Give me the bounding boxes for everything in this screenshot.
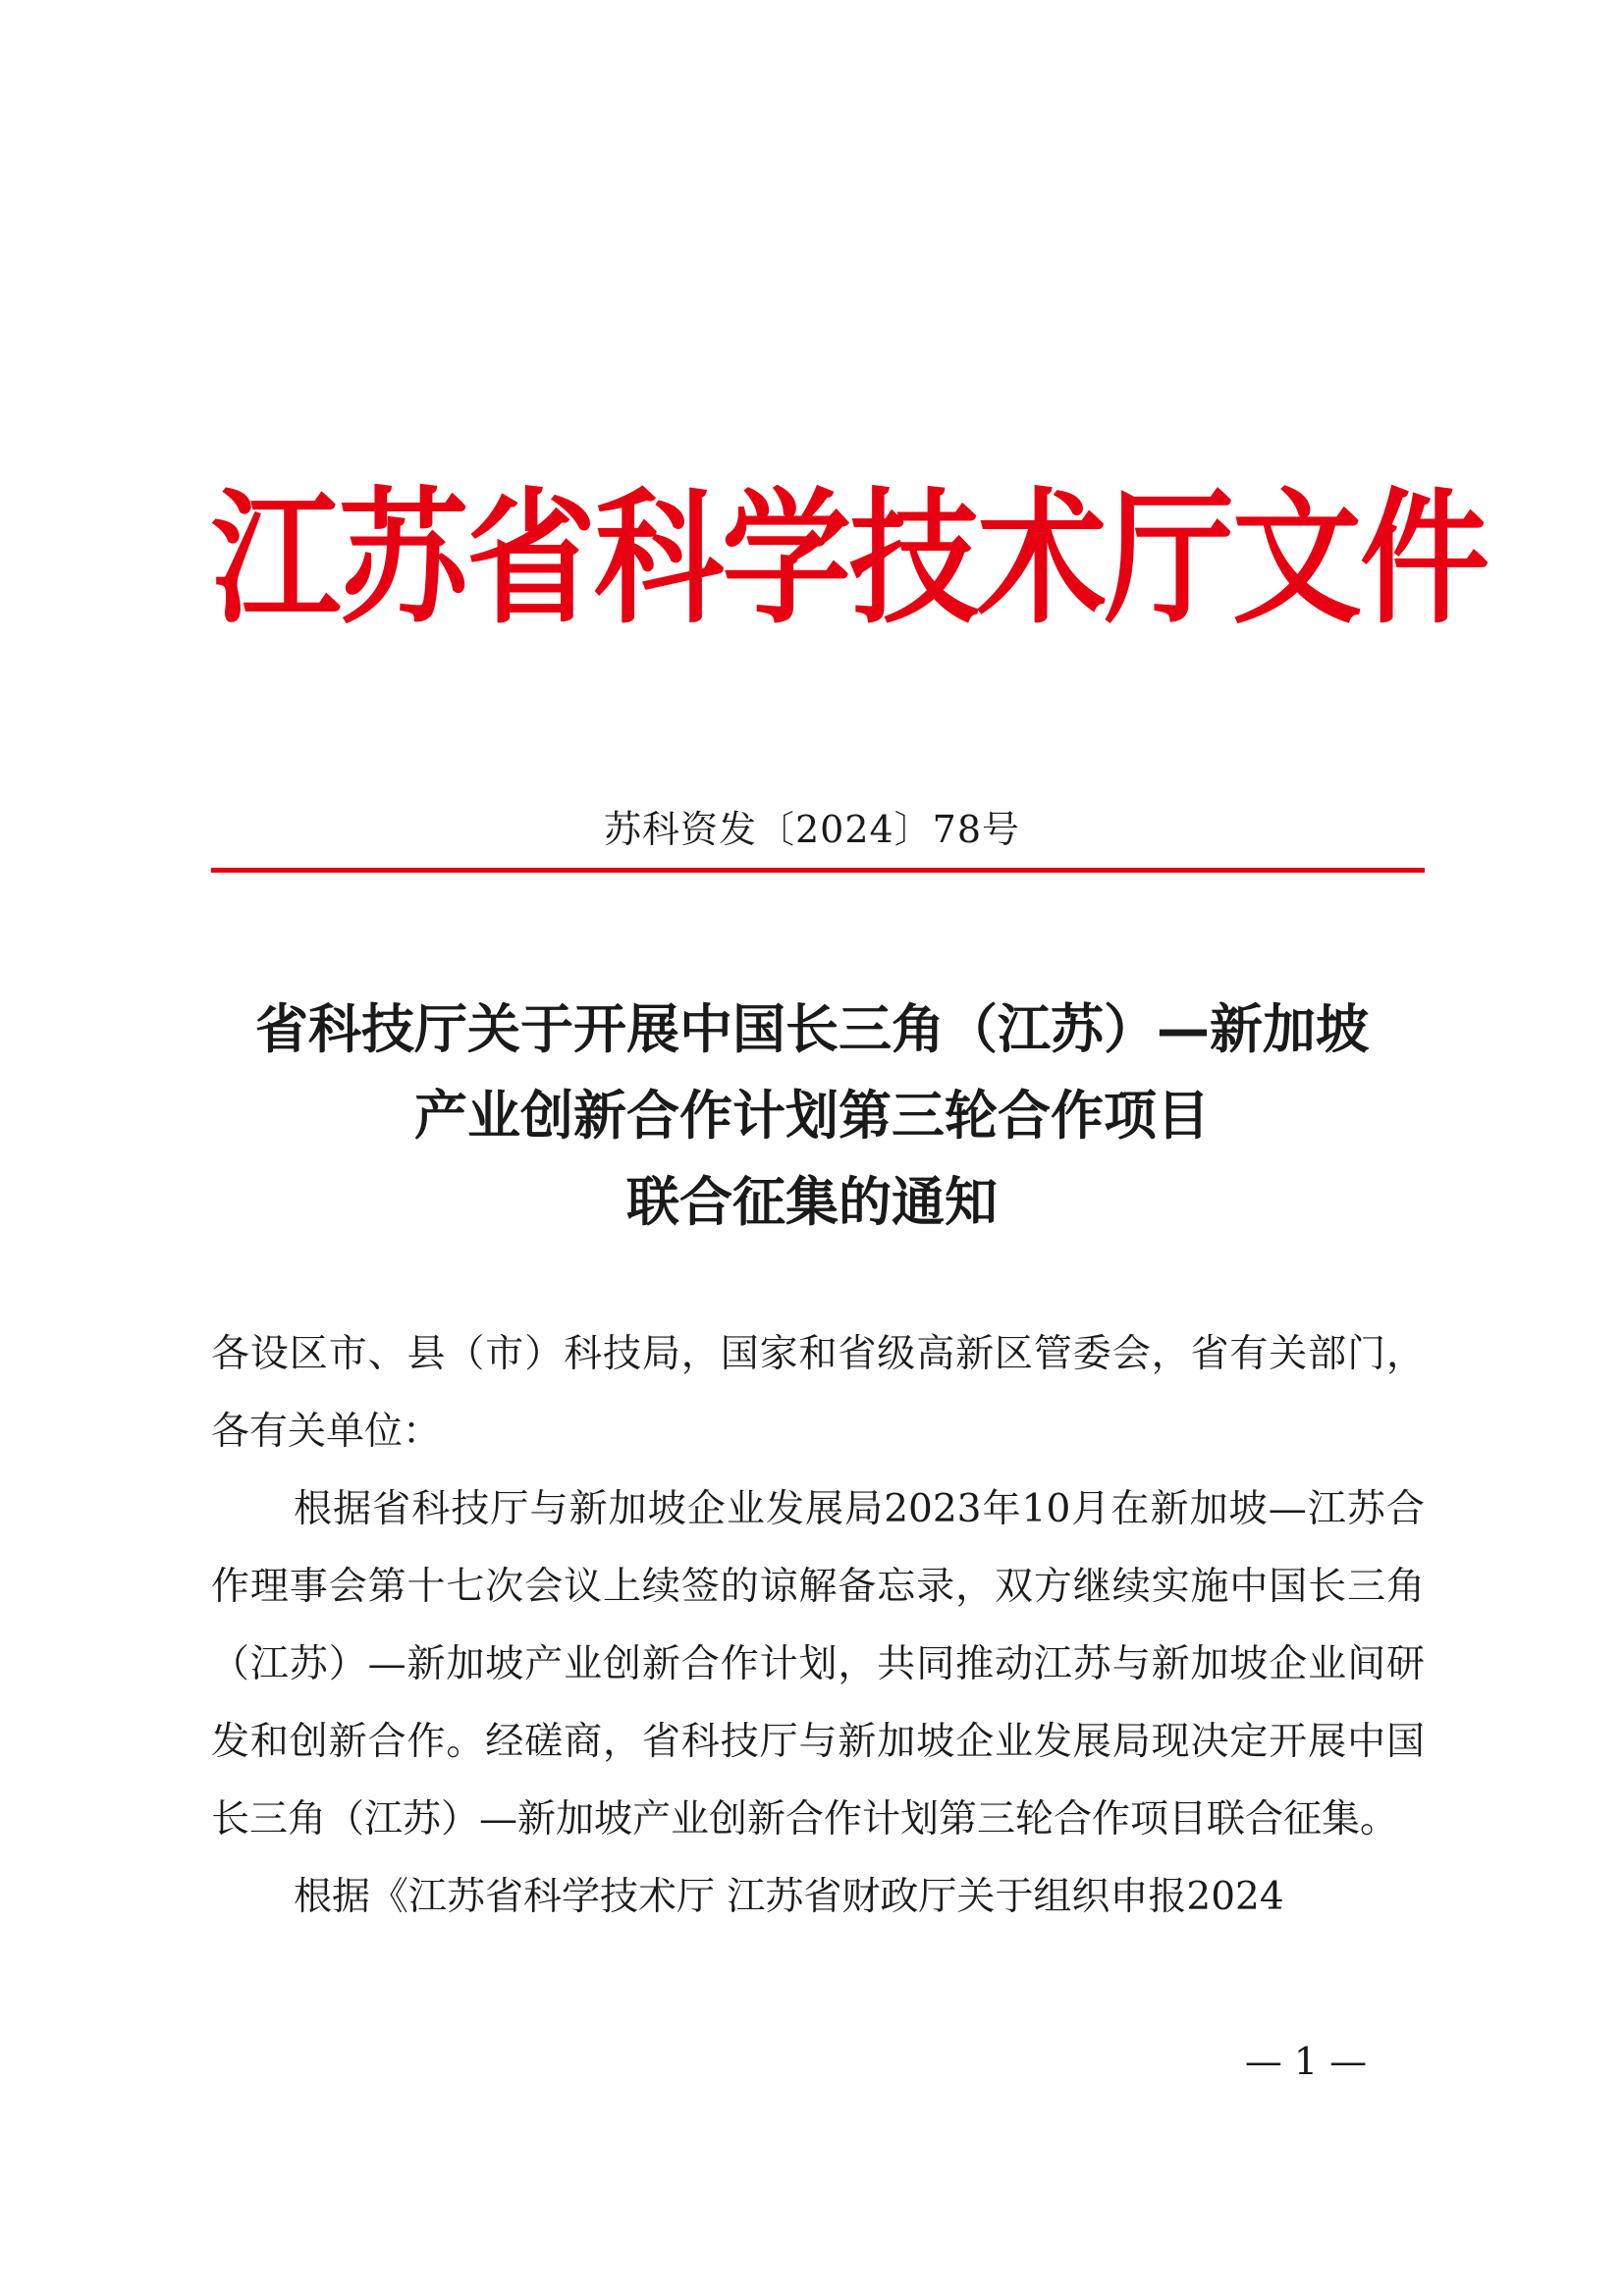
title-line: 产业创新合作计划第三轮合作项目 [414,1085,1210,1147]
document-number: 苏科资发〔2024〕78号 [603,808,1021,851]
body-paragraph: 根据省科技厅与新加坡企业发展局2023年10月在新加坡—江苏合作理事会第十七次会议上续签的谅解备忘录，双方继续实施中国长三角（江苏）—新加坡产业创新合作计划，共同推动江苏与新加坡企业间研发和创新合作。经磋商，省科技厅与新加坡企业发展局现决定开展中国长三角（江苏）—新加坡产业创新合作计划第三轮合作项目联合征集。 [211,1487,1425,1842]
salutation: 各设区市、县（市）科技局，国家和省级高新区管委会，省有关部门，各有关单位： [211,1332,1425,1454]
document-title [177,987,1447,1246]
document-body [211,1315,1425,1936]
title-line: 省科技厅关于开展中国长三角（江苏）—新加坡 [255,998,1369,1060]
title-line: 联合征集的通知 [626,1171,998,1233]
red-divider-line [211,868,1425,873]
page-number: — 1 — [1244,2040,1368,2083]
body-paragraph: 根据《江苏省科学技术厅 江苏省财政厅关于组织申报2024 [294,1875,1284,1919]
document-masthead: 江苏省科学技术厅文件 [211,474,1488,645]
